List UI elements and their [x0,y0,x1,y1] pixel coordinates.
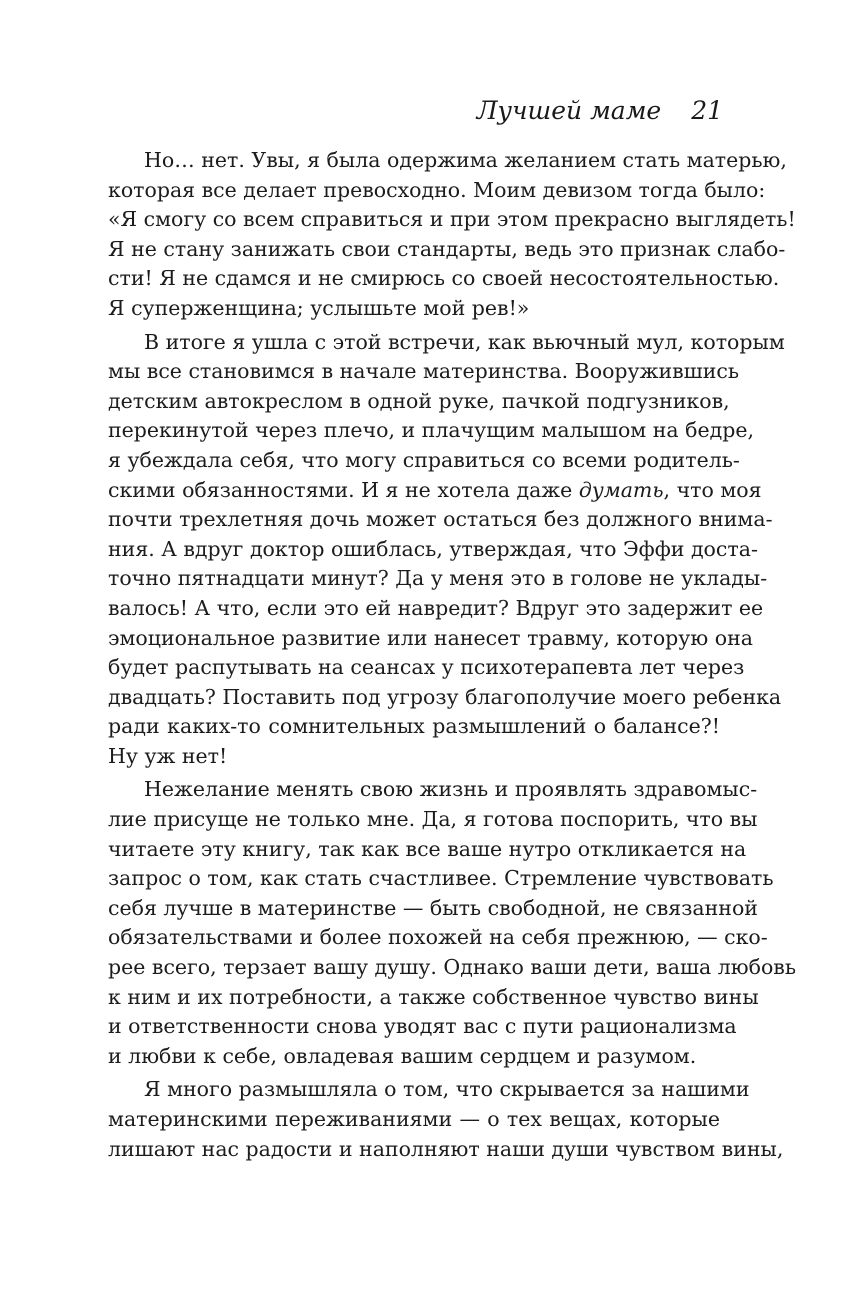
text-line: перекинутой через плечо, и плачущим малышом на бедре, [108,418,755,443]
body-text [108,146,796,1168]
text-line: почти трехлетняя дочь может остаться без должного внима- [108,507,773,532]
text-line: Я суперженщина; услышьте мой рев!» [108,295,530,320]
text-line: валось! А что, если это ей навредит? Вдруг это задержит ее [108,595,764,620]
text-line: ради каких-то сомнительных размышлений о балансе?! [108,714,720,739]
paragraph [108,775,796,1071]
line-start: скими обязанностями. И я не хотела даже [108,477,573,502]
running-header [477,98,723,123]
text-line: запрос о том, как стать счастливее. Стремление чувствовать [108,866,774,891]
text-line: В итоге я ушла с этой встречи, как вьючный мул, которым [144,329,785,354]
text-line: точно пятнадцати минут? Да у меня это в голове не уклады- [108,566,768,591]
text-line: ния. А вдруг доктор ошиблась, утверждая, что Эффи доста- [108,536,758,561]
text-line: будет распутывать на сеансах у психотерапевта лет через [108,655,745,680]
text-line: детским автокреслом в одной руке, пачкой подгузников, [108,388,730,413]
text-line: Но… нет. Увы, я была одержима желанием стать матерью, [144,148,787,172]
page-number: 21 [691,96,723,125]
text-line: и ответственности снова уводят вас с пути рационализма [108,1014,737,1039]
text-line: и любви к себе, овладевая вашим сердцем и разумом. [108,1043,697,1068]
text-line: читаете эту книгу, так как все ваше нутро откликается на [108,836,747,861]
text-line: себя лучше в материнстве — быть свободной, не связанной [108,895,758,920]
emphasis-word: думать [578,477,664,502]
text-line-with-emphasis [108,476,762,506]
text-line: двадцать? Поставить под угрозу благополучие моего ребенка [108,684,782,709]
text-line: к ним и их потребности, а также собственное чувство вины [108,984,759,1009]
text-line: мы все становимся в начале материнства. Вооружившись [108,359,740,384]
chapter-title: Лучшей маме [476,96,662,125]
text-line: эмоциональное развитие или нанесет травму, которую она [108,625,753,650]
text-line: рее всего, терзает вашу душу. Однако ваши дети, ваша любовь [108,955,796,980]
text-line: Я не стану занижать свои стандарты, ведь это признак слабо- [108,236,786,261]
paragraph [108,328,785,772]
text-line: Я много размышляла о том, что скрывается за нашими [144,1077,750,1102]
text-line: обязательствами и более похожей на себя прежнюю, — ско- [108,925,768,950]
text-line: Ну уж нет! [108,743,228,768]
text-line: материнскими переживаниями — о тех вещах, которые [108,1107,720,1131]
line-tail: , что моя [663,477,762,502]
text-line: «Я смогу со всем справиться и при этом прекрасно выглядеть! [108,207,796,232]
text-line: которая все делает превосходно. Моим девизом тогда было: [108,177,766,202]
text-line: лишают нас радости и наполняют наши души чувством вины, [108,1136,784,1161]
paragraph [108,1075,784,1164]
text-line: я убеждала себя, что могу справиться со всеми родитель- [108,447,740,472]
text-line: сти! Я не сдамся и не смирюсь со своей несостоятельностью. [108,266,780,291]
text-line: лие присуще не только мне. Да, я готова поспорить, что вы [108,807,758,832]
text-line: Нежелание менять свою жизнь и проявлять здравомыс- [144,777,758,802]
paragraph [108,146,796,324]
